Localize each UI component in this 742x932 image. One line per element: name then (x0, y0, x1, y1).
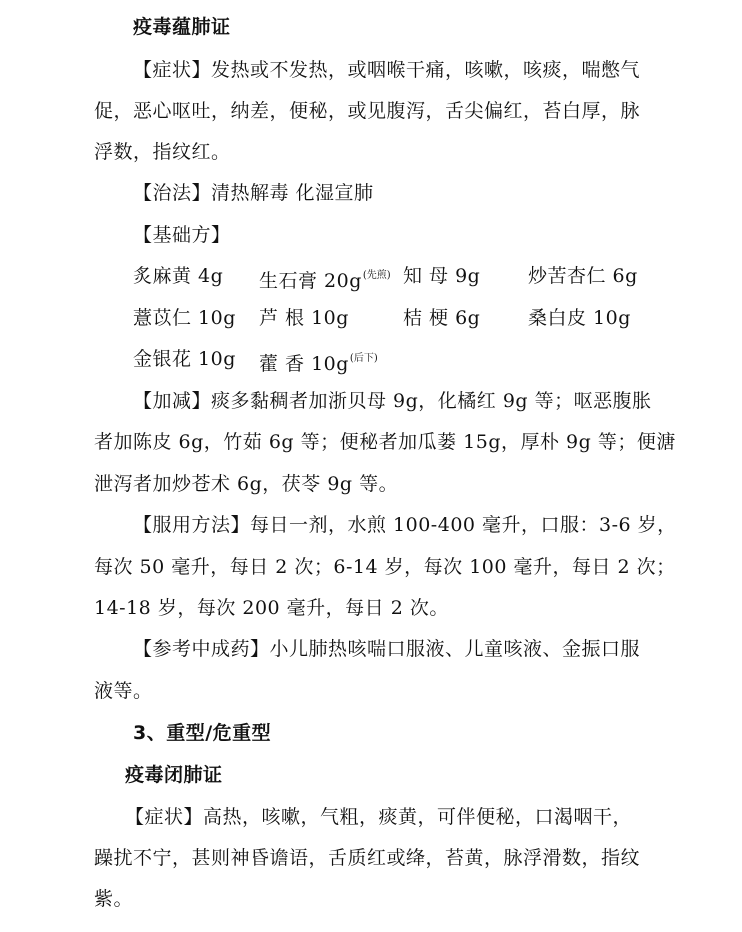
herb-name: 生石膏 20g (259, 270, 362, 292)
symptoms-line-1: 【症状】发热或不发热，或咽喉干痛，咳嗽，咳痰，喘憋气 (133, 59, 641, 81)
herb-item (403, 264, 480, 288)
herb-item (259, 347, 378, 376)
section-heading-severe: 3、重型/危重型 (133, 722, 272, 744)
herb-name: 炒苦杏仁 6g (528, 265, 638, 287)
herb-name: 金银花 10g (133, 348, 236, 370)
herb-note: (后下) (349, 353, 378, 364)
herb-name: 桔 梗 6g (403, 307, 481, 329)
herb-item (403, 306, 480, 330)
severe-symptoms-line-3: 紫。 (94, 888, 134, 910)
treatment-method: 【治法】清热解毒 化湿宣肺 (133, 182, 374, 204)
patent-medicine-line-2: 液等。 (94, 680, 153, 702)
modification-line-1: 【加减】痰多黏稠者加浙贝母 9g，化橘红 9g 等；呕恶腹胀 (133, 390, 652, 412)
herb-name: 芦 根 10g (259, 307, 349, 329)
usage-line-1: 【服用方法】每日一剂，水煎 100-400 毫升，口服：3-6 岁， (133, 514, 677, 536)
herb-item (133, 347, 236, 371)
herb-name: 藿 香 10g (259, 353, 349, 375)
herb-item (259, 306, 349, 330)
symptoms-line-2: 促，恶心呕吐，纳差，便秘，或见腹泻，舌尖偏红，苔白厚，脉 (94, 100, 641, 122)
herb-name: 知 母 9g (403, 265, 481, 287)
herb-item (259, 264, 391, 293)
patent-medicine-line-1: 【参考中成药】小儿肺热咳喘口服液、儿童咳液、金振口服 (133, 638, 641, 660)
usage-line-3: 14-18 岁，每次 200 毫升，每日 2 次。 (94, 597, 449, 619)
modification-line-3: 泄泻者加炒苍术 6g，茯苓 9g 等。 (94, 473, 399, 495)
syndrome-title-yidu-bifei: 疫毒闭肺证 (125, 764, 223, 786)
herb-item (528, 306, 631, 330)
usage-line-2: 每次 50 毫升，每日 2 次；6-14 岁，每次 100 毫升，每日 2 次； (94, 556, 676, 578)
herb-name: 薏苡仁 10g (133, 307, 236, 329)
herb-name: 桑白皮 10g (528, 307, 631, 329)
severe-symptoms-line-2: 躁扰不宁，甚则神昏谵语，舌质红或绛，苔黄，脉浮滑数，指纹 (94, 847, 641, 869)
severe-symptoms-line-1: 【症状】高热，咳嗽，气粗，痰黄，可伴便秘，口渴咽干， (125, 806, 633, 828)
symptoms-line-3: 浮数，指纹红。 (94, 141, 231, 163)
herb-item (133, 306, 236, 330)
modification-line-2: 者加陈皮 6g，竹茹 6g 等；便秘者加瓜蒌 15g，厚朴 9g 等；便溏 (94, 431, 676, 453)
herb-item (133, 264, 223, 288)
syndrome-title-yidu-yunfei: 疫毒蕴肺证 (133, 16, 231, 38)
herb-name: 炙麻黄 4g (133, 265, 224, 287)
formula-heading: 【基础方】 (133, 224, 231, 246)
herb-note: (先煎) (362, 270, 391, 281)
herb-item (528, 264, 638, 288)
